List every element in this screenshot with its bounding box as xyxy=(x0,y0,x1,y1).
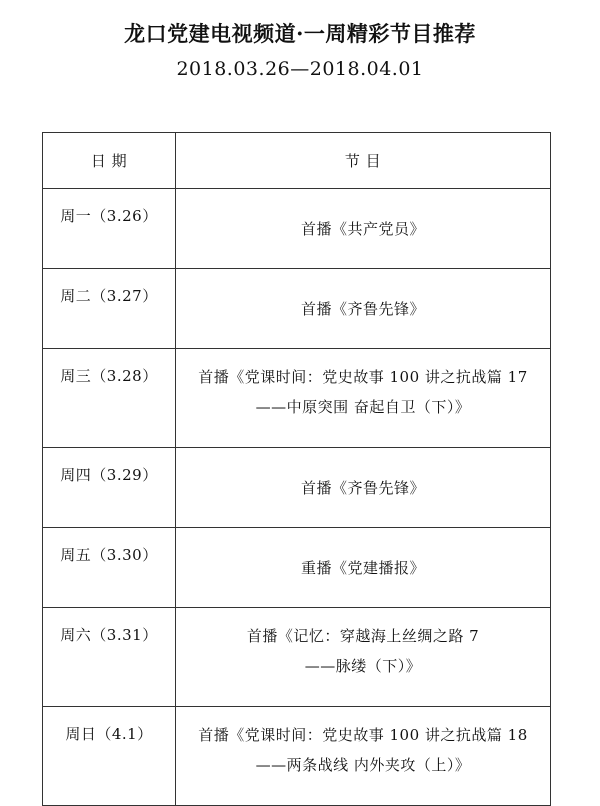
program-line: 首播《党课时间：党史故事 100 讲之抗战篇 17 xyxy=(198,368,528,386)
program-line-continued: ——两条战线 内外夹攻（上）》 xyxy=(255,756,471,774)
date-cell: 周日（4.1） xyxy=(43,707,176,806)
table-row xyxy=(43,189,551,269)
table-row xyxy=(43,349,551,448)
table-row xyxy=(43,269,551,349)
date-range: 2018.03.26—2018.04.01 xyxy=(176,58,424,80)
table-header-row xyxy=(43,133,551,189)
table-row xyxy=(43,707,551,806)
program-line: 首播《齐鲁先锋》 xyxy=(300,479,425,497)
date-cell: 周二（3.27） xyxy=(43,269,176,349)
program-line-continued: ——脉缕（下）》 xyxy=(304,657,422,675)
program-cell xyxy=(176,608,551,707)
program-line: 首播《齐鲁先锋》 xyxy=(300,300,425,318)
program-line: 重播《党建播报》 xyxy=(300,559,425,577)
date-cell: 周四（3.29） xyxy=(43,448,176,528)
date-cell: 周六（3.31） xyxy=(43,608,176,707)
header-program: 节 目 xyxy=(176,133,551,189)
page-title: 龙口党建电视频道·一周精彩节目推荐 xyxy=(124,21,476,46)
header-date: 日 期 xyxy=(43,133,176,189)
program-cell xyxy=(176,269,551,349)
program-cell xyxy=(176,448,551,528)
program-cell xyxy=(176,349,551,448)
table-row xyxy=(43,448,551,528)
date-cell: 周一（3.26） xyxy=(43,189,176,269)
date-cell: 周三（3.28） xyxy=(43,349,176,448)
program-line: 首播《共产党员》 xyxy=(300,220,425,238)
date-cell: 周五（3.30） xyxy=(43,528,176,608)
program-line: 首播《党课时间：党史故事 100 讲之抗战篇 18 xyxy=(198,726,528,744)
program-line-continued: ——中原突围 奋起自卫（下）》 xyxy=(255,398,471,416)
table-row xyxy=(43,608,551,707)
program-cell xyxy=(176,707,551,806)
table-row xyxy=(43,528,551,608)
program-cell xyxy=(176,528,551,608)
program-schedule-table xyxy=(42,132,551,806)
program-line: 首播《记忆：穿越海上丝绸之路 7 xyxy=(246,627,480,645)
program-cell xyxy=(176,189,551,269)
